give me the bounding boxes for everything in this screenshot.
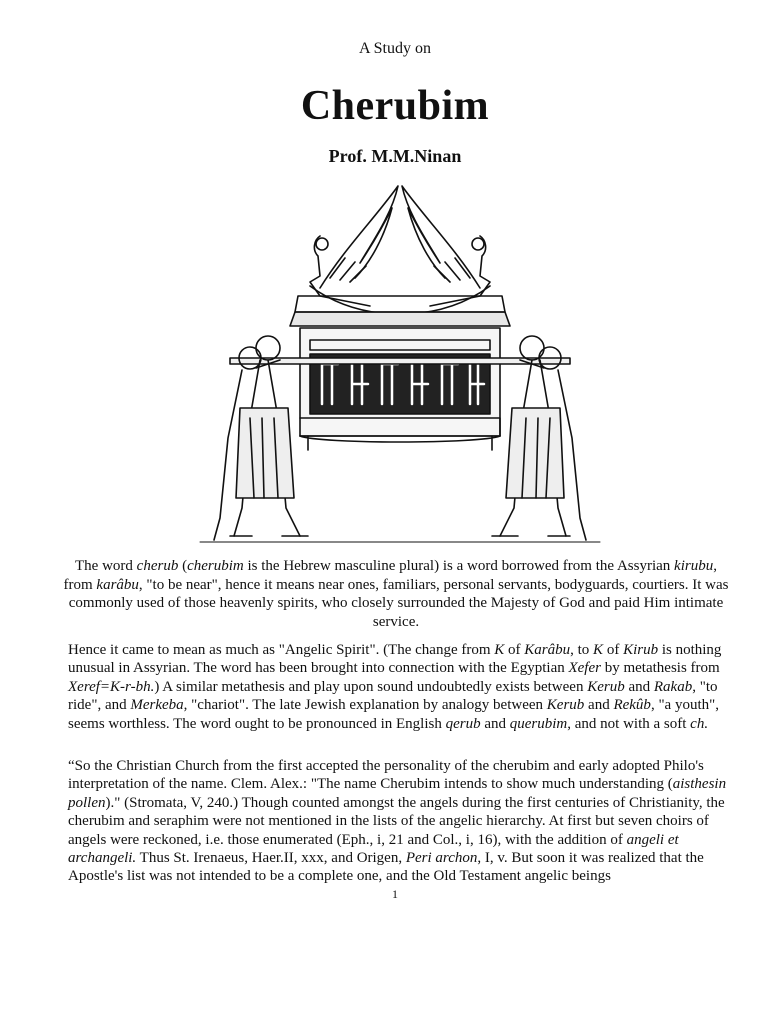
page-number: 1 (392, 887, 398, 901)
body-paragraph-1: Hence it came to mean as much as "Angelic Spirit". (The change from K of Karâbu, to K of Kirub is nothing unusual in Assyrian. The word has been brought into connection with the Egyptian Xefer by metathesis from Xeref=K-r-bh.) A similar metathesis and play upon sound undoubtedly exists between Kerub and Rakab, "to ride", and Merkeba, "chariot". The late Jewish explanation by analogy between Kerub and Rekûb, "a youth", seems worthless. The word ought to be pronounced in English qerub and querubim, and not with a soft ch. (68, 642, 722, 732)
intro-paragraph: The word cherub (cherubim is the Hebrew masculine plural) is a word borrowed from the Assyrian kirubu, from karâbu, "to be near", hence it means near ones, familiars, personal servants, bodyguards, courtiers. It was commonly used of those heavenly spirits, who closely surrounded the Majesty of God and paid Him intimate service. (63, 558, 729, 630)
ark-with-cherubim-illustration-icon (170, 178, 630, 546)
subtitle-kicker: A Study on (358, 40, 431, 57)
page-title: Cherubim (300, 83, 490, 129)
body-paragraph-2: “So the Christian Church from the first accepted the personality of the cherubim and early adopted Philo's interpretation of the name. Clem. Alex.: "The name Cherubim intends to show much understanding (aisthesin pollen)." (Stromata, V, 240.) Though counted amongst the angels during the first centuries of Christianity, the cherubim and seraphim were not mentioned in the lists of the angelic hierarchy. At first but seven choirs of angels were reckoned, i.e. those enumerated (Eph., i, 21 and Col., i, 16), with the addition of angeli et archangeli. Thus St. Irenaeus, Haer.II, xxx, and Origen, Peri archon, I, v. But soon it was realized that the Apostle's list was not intended to be a complete one, and the Old Testament angelic beings (68, 758, 727, 885)
author-name: Prof. M.M.Ninan (328, 146, 462, 166)
